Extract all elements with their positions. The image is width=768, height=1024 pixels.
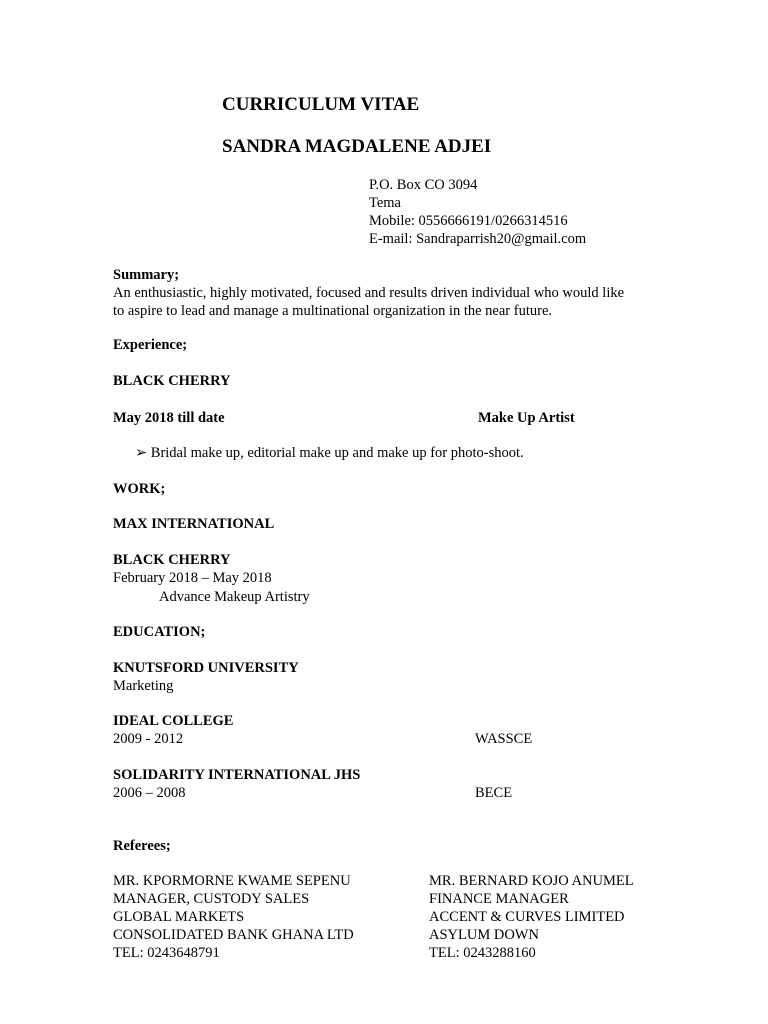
school-detail: Marketing (113, 678, 174, 694)
email: E-mail: Sandraparrish20@gmail.com (369, 231, 587, 247)
work-period: February 2018 – May 2018 (113, 570, 272, 586)
mobile: Mobile: 0556666191/0266314516 (369, 213, 568, 229)
referee-dept: ACCENT & CURVES LIMITED (429, 909, 625, 925)
referee-org: CONSOLIDATED BANK GHANA LTD (113, 927, 354, 943)
experience-bullet (135, 444, 524, 462)
referee-org: ASYLUM DOWN (429, 927, 539, 943)
school-name: IDEAL COLLEGE (113, 713, 234, 729)
city: Tema (369, 195, 401, 211)
referee-dept: GLOBAL MARKETS (113, 909, 245, 925)
school-qualification: BECE (475, 785, 513, 801)
arrow-bullet-icon: ➢ (135, 445, 148, 461)
referee-tel: TEL: 0243288160 (429, 945, 536, 961)
education-heading: EDUCATION; (113, 624, 206, 640)
summary-line-2: to aspire to lead and manage a multinational organization in the near future. (113, 303, 553, 319)
referees-heading: Referees; (113, 838, 171, 854)
experience-period: May 2018 till date (113, 410, 225, 426)
school-qualification: WASSCE (475, 731, 533, 747)
contact-block (369, 176, 586, 248)
summary-line-1: An enthusiastic, highly motivated, focused and results driven individual who would like (113, 285, 625, 301)
referee-title: MANAGER, CUSTODY SALES (113, 891, 310, 907)
document-title: CURRICULUM VITAE (222, 94, 420, 115)
work-role: Advance Makeup Artistry (159, 589, 310, 605)
referee-title: FINANCE MANAGER (429, 891, 569, 907)
referee-card (113, 872, 354, 962)
referee-name: MR. KPORMORNE KWAME SEPENU (113, 873, 351, 889)
experience-company: BLACK CHERRY (113, 373, 231, 389)
experience-role: Make Up Artist (478, 410, 575, 426)
work-heading: WORK; (113, 481, 166, 497)
work-company-1: MAX INTERNATIONAL (113, 516, 275, 532)
summary-heading: Summary; (113, 267, 180, 283)
po-box: P.O. Box CO 3094 (369, 177, 478, 193)
experience-heading: Experience; (113, 337, 188, 353)
school-name: SOLIDARITY INTERNATIONAL JHS (113, 767, 361, 783)
work-company-2: BLACK CHERRY (113, 552, 231, 568)
referee-tel: TEL: 0243648791 (113, 945, 220, 961)
school-detail: 2006 – 2008 (113, 785, 186, 801)
school-detail: 2009 - 2012 (113, 731, 184, 747)
school-name: KNUTSFORD UNIVERSITY (113, 660, 299, 676)
referee-name: MR. BERNARD KOJO ANUMEL (429, 873, 634, 889)
experience-bullet-text: Bridal make up, editorial make up and make up for photo-shoot. (150, 445, 524, 461)
referee-card (429, 872, 634, 962)
candidate-name: SANDRA MAGDALENE ADJEI (222, 136, 492, 157)
